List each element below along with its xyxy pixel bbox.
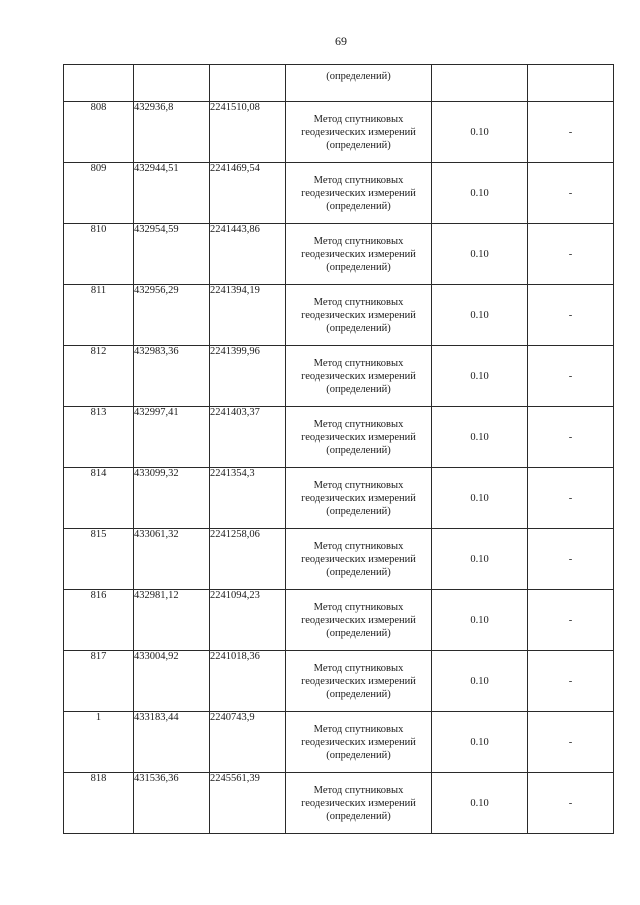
dash-cell: - <box>528 590 614 651</box>
method-line-3: (определений) <box>326 627 391 639</box>
method-cell <box>286 224 432 285</box>
point-number-cell: 808 <box>64 102 134 163</box>
dash-cell: - <box>528 773 614 834</box>
y-coordinate-cell <box>210 65 286 102</box>
table-body <box>64 65 614 834</box>
method-line-1: Метод спутниковых <box>313 113 404 125</box>
accuracy-cell: 0.10 <box>432 285 528 346</box>
table-row <box>64 346 614 407</box>
table-row <box>64 163 614 224</box>
x-coordinate-cell: 432981,12 <box>134 590 210 651</box>
table-row <box>64 285 614 346</box>
method-line-2: геодезических измерений <box>301 614 416 626</box>
point-number-cell: 815 <box>64 529 134 590</box>
y-coordinate-cell: 2241399,96 <box>210 346 286 407</box>
method-line-1: Метод спутниковых <box>313 723 404 735</box>
point-number-cell: 809 <box>64 163 134 224</box>
method-line-1: Метод спутниковых <box>313 418 404 430</box>
x-coordinate-cell: 432997,41 <box>134 407 210 468</box>
x-coordinate-cell <box>134 65 210 102</box>
method-line-2: геодезических измерений <box>301 797 416 809</box>
method-line-2: геодезических измерений <box>301 553 416 565</box>
y-coordinate-cell: 2241510,08 <box>210 102 286 163</box>
method-line-2: геодезических измерений <box>301 370 416 382</box>
method-cell <box>286 407 432 468</box>
x-coordinate-cell: 432954,59 <box>134 224 210 285</box>
method-line-3: (определений) <box>326 322 391 334</box>
method-line-3: (определений) <box>326 810 391 822</box>
y-coordinate-cell: 2245561,39 <box>210 773 286 834</box>
y-coordinate-cell: 2241018,36 <box>210 651 286 712</box>
accuracy-cell: 0.10 <box>432 468 528 529</box>
method-line-3: (определений) <box>326 200 391 212</box>
point-number-cell: 817 <box>64 651 134 712</box>
x-coordinate-cell: 431536,36 <box>134 773 210 834</box>
method-line-2: геодезических измерений <box>301 248 416 260</box>
dash-cell: - <box>528 346 614 407</box>
y-coordinate-cell: 2241443,86 <box>210 224 286 285</box>
method-line-1: Метод спутниковых <box>313 784 404 796</box>
method-cell <box>286 590 432 651</box>
point-number-cell: 818 <box>64 773 134 834</box>
method-line-2: геодезических измерений <box>301 736 416 748</box>
dash-cell: - <box>528 285 614 346</box>
method-line-1: Метод спутниковых <box>313 662 404 674</box>
dash-cell <box>528 65 614 102</box>
y-coordinate-cell: 2241394,19 <box>210 285 286 346</box>
point-number-cell: 1 <box>64 712 134 773</box>
table-row <box>64 468 614 529</box>
dash-cell: - <box>528 163 614 224</box>
table-row <box>64 102 614 163</box>
method-line-3: (определений) <box>326 383 391 395</box>
table-row <box>64 773 614 834</box>
method-line-3: (определений) <box>326 261 391 273</box>
table-row <box>64 224 614 285</box>
method-line-2: геодезических измерений <box>301 675 416 687</box>
accuracy-cell: 0.10 <box>432 651 528 712</box>
accuracy-cell: 0.10 <box>432 590 528 651</box>
table-row <box>64 712 614 773</box>
point-number-cell: 813 <box>64 407 134 468</box>
method-line-1: Метод спутниковых <box>313 601 404 613</box>
method-line-2: геодезических измерений <box>301 126 416 138</box>
method-cell <box>286 529 432 590</box>
accuracy-cell: 0.10 <box>432 407 528 468</box>
method-cell <box>286 285 432 346</box>
method-cell: (определений) <box>286 65 432 102</box>
dash-cell: - <box>528 651 614 712</box>
table-row <box>64 407 614 468</box>
x-coordinate-cell: 433099,32 <box>134 468 210 529</box>
x-coordinate-cell: 433004,92 <box>134 651 210 712</box>
dash-cell: - <box>528 529 614 590</box>
method-cell <box>286 712 432 773</box>
x-coordinate-cell: 432983,36 <box>134 346 210 407</box>
y-coordinate-cell: 2241403,37 <box>210 407 286 468</box>
y-coordinate-cell: 2241094,23 <box>210 590 286 651</box>
x-coordinate-cell: 433183,44 <box>134 712 210 773</box>
method-line-3: (определений) <box>326 749 391 761</box>
dash-cell: - <box>528 224 614 285</box>
accuracy-cell: 0.10 <box>432 773 528 834</box>
method-cell <box>286 102 432 163</box>
table-row <box>64 590 614 651</box>
x-coordinate-cell: 432936,8 <box>134 102 210 163</box>
accuracy-cell: 0.10 <box>432 224 528 285</box>
method-line-3: (определений) <box>326 444 391 456</box>
method-line-2: геодезических измерений <box>301 187 416 199</box>
y-coordinate-cell: 2241258,06 <box>210 529 286 590</box>
method-cell <box>286 346 432 407</box>
method-line-3: (определений) <box>326 139 391 151</box>
accuracy-cell: 0.10 <box>432 529 528 590</box>
method-line-2: геодезических измерений <box>301 309 416 321</box>
point-number-cell <box>64 65 134 102</box>
method-line-2: геодезических измерений <box>301 431 416 443</box>
accuracy-cell: 0.10 <box>432 346 528 407</box>
x-coordinate-cell: 432944,51 <box>134 163 210 224</box>
method-line-3: (определений) <box>326 505 391 517</box>
y-coordinate-cell: 2241354,3 <box>210 468 286 529</box>
method-cell <box>286 163 432 224</box>
x-coordinate-cell: 433061,32 <box>134 529 210 590</box>
method-line-1: Метод спутниковых <box>313 540 404 552</box>
method-cell <box>286 773 432 834</box>
accuracy-cell: 0.10 <box>432 102 528 163</box>
dash-cell: - <box>528 712 614 773</box>
accuracy-cell: 0.10 <box>432 163 528 224</box>
method-line-1: Метод спутниковых <box>313 479 404 491</box>
point-number-cell: 812 <box>64 346 134 407</box>
accuracy-cell <box>432 65 528 102</box>
method-cell <box>286 468 432 529</box>
method-line-2: геодезических измерений <box>301 492 416 504</box>
dash-cell: - <box>528 102 614 163</box>
x-coordinate-cell: 432956,29 <box>134 285 210 346</box>
method-line-1: Метод спутниковых <box>313 174 404 186</box>
method-line-1: Метод спутниковых <box>313 357 404 369</box>
y-coordinate-cell: 2240743,9 <box>210 712 286 773</box>
dash-cell: - <box>528 407 614 468</box>
method-line-1: Метод спутниковых <box>313 296 404 308</box>
y-coordinate-cell: 2241469,54 <box>210 163 286 224</box>
table-row <box>64 651 614 712</box>
page-number: 69 <box>335 34 347 48</box>
accuracy-cell: 0.10 <box>432 712 528 773</box>
table-row <box>64 529 614 590</box>
method-line-3: (определений) <box>326 688 391 700</box>
coordinates-table <box>63 64 614 834</box>
point-number-cell: 816 <box>64 590 134 651</box>
method-line-3: (определений) <box>326 566 391 578</box>
point-number-cell: 814 <box>64 468 134 529</box>
method-line-1: Метод спутниковых <box>313 235 404 247</box>
table-row-continuation <box>64 65 614 102</box>
point-number-cell: 811 <box>64 285 134 346</box>
method-cell <box>286 651 432 712</box>
dash-cell: - <box>528 468 614 529</box>
point-number-cell: 810 <box>64 224 134 285</box>
